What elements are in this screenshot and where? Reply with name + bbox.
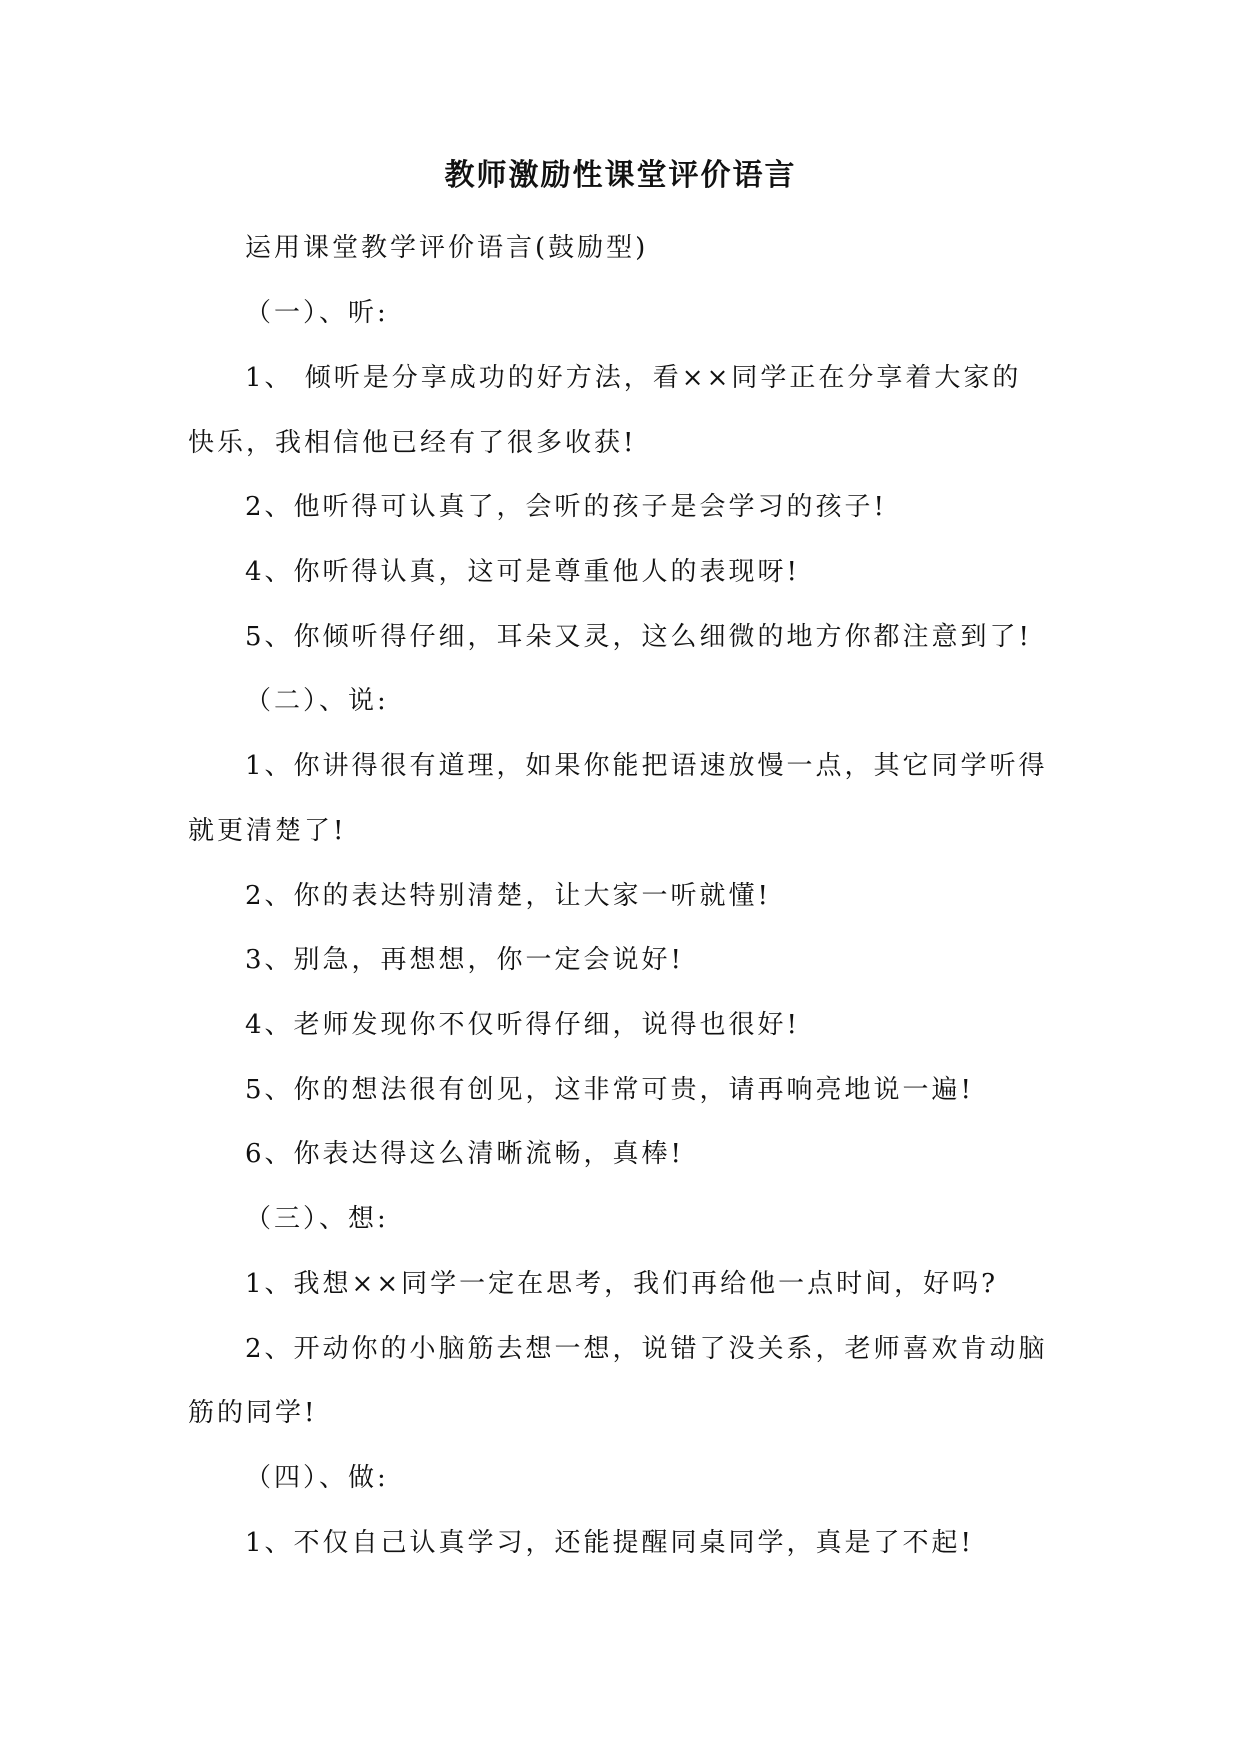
section-heading-think: （三）、想:: [245, 1204, 389, 1234]
section-heading-do: （四）、做:: [245, 1463, 389, 1493]
paragraph-line: 4、你听得认真，这可是尊重他人的表现呀!: [245, 557, 800, 587]
paragraph-line: 5、你的想法很有创见，这非常可贵，请再响亮地说一遍!: [245, 1075, 974, 1105]
paragraph-line: 1、不仅自己认真学习，还能提醒同桌同学，真是了不起!: [245, 1528, 974, 1558]
paragraph-line: 快乐，我相信他已经有了很多收获!: [188, 428, 637, 458]
paragraph-line: 1、 倾听是分享成功的好方法，看××同学正在分享着大家的: [245, 363, 1022, 393]
paragraph-line: 2、你的表达特别清楚，让大家一听就懂!: [245, 881, 771, 911]
paragraph-line: 2、开动你的小脑筋去想一想，说错了没关系，老师喜欢肯动脑: [245, 1334, 1048, 1364]
paragraph-line: 3、别急，再想想，你一定会说好!: [245, 945, 684, 975]
paragraph-line: 就更清楚了!: [188, 816, 347, 846]
paragraph-line: 1、你讲得很有道理，如果你能把语速放慢一点，其它同学听得: [245, 751, 1048, 781]
paragraph-line: 6、你表达得这么清晰流畅，真棒!: [245, 1139, 684, 1169]
paragraph-line: 1、我想××同学一定在思考，我们再给他一点时间，好吗?: [245, 1269, 999, 1299]
paragraph-line: 4、老师发现你不仅听得仔细，说得也很好!: [245, 1010, 800, 1040]
subtitle-line: 运用课堂教学评价语言(鼓励型): [245, 233, 649, 263]
section-heading-listen: （一）、听:: [245, 298, 389, 328]
paragraph-line: 筋的同学!: [188, 1398, 318, 1428]
paragraph-line: 5、你倾听得仔细，耳朵又灵，这么细微的地方你都注意到了!: [245, 622, 1032, 652]
section-heading-speak: （二）、说:: [245, 686, 389, 716]
document-title: 教师激励性课堂评价语言: [444, 158, 797, 193]
paragraph-line: 2、他听得可认真了，会听的孩子是会学习的孩子!: [245, 492, 887, 522]
